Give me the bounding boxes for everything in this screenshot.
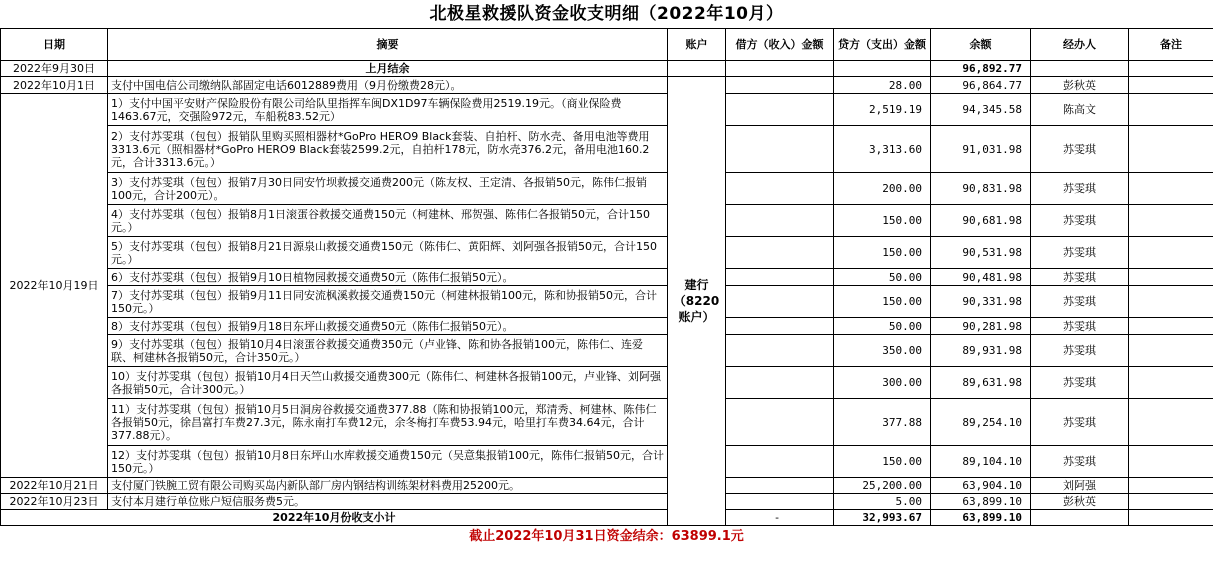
row-date: 2022年10月1日 [1,77,108,94]
row-handler: 刘阿强 [1031,478,1129,494]
row-summary: 1）支付中国平安财产保险股份有限公司给队里指挥车闽DX1D97车辆保险费用2519.19元。（商业保险费1463.67元，交强险972元，车船税83.52元） [108,94,668,126]
row-note [1129,173,1213,205]
header-debit: 借方（收入）金额 [726,29,834,61]
sheet-title: 北极星救援队资金收支明细（2022年10月） [429,4,784,24]
row-credit: 200.00 [834,173,931,205]
row-debit [726,286,834,318]
row-balance: 89,931.98 [931,335,1031,367]
row-credit: 2,519.19 [834,94,931,126]
row-note [1129,318,1213,335]
row-debit [726,367,834,399]
table-row [1,269,1213,286]
table-row [1,77,1213,94]
row-handler: 苏雯琪 [1031,269,1129,286]
header-handler: 经办人 [1031,29,1129,61]
row-debit [726,269,834,286]
row-note [1129,205,1213,237]
row-balance: 89,254.10 [931,399,1031,446]
row-credit: 150.00 [834,205,931,237]
row-handler: 苏雯琪 [1031,335,1129,367]
row-debit [726,77,834,94]
row-summary: 支付中国电信公司缴纳队部固定电话6012889费用（9月份缴费28元）。 [108,77,668,94]
row-debit [726,173,834,205]
row-credit: 150.00 [834,286,931,318]
row-balance: 89,631.98 [931,367,1031,399]
row-credit: 50.00 [834,269,931,286]
table-row [1,318,1213,335]
table-row [1,286,1213,318]
header-summary: 摘要 [108,29,668,61]
subtotal-row [1,510,1213,526]
header-credit: 贷方（支出）金额 [834,29,931,61]
row-note [1129,399,1213,446]
table-row [1,367,1213,399]
row-note [1129,367,1213,399]
ledger-table [0,28,1213,526]
row-debit [726,205,834,237]
row-note [1129,94,1213,126]
row-summary: 8）支付苏雯琪（包包）报销9月18日东坪山救援交通费50元（陈伟仁报销50元）。 [108,318,668,335]
row-debit [726,494,834,510]
row-credit: 377.88 [834,399,931,446]
table-row [1,335,1213,367]
subtotal-debit: - [726,510,834,526]
row-summary: 4）支付苏雯琪（包包）报销8月1日滚蛋谷救援交通费150元（柯建林、邢贺强、陈伟仁各报销50元，合计150元。） [108,205,668,237]
row-note [1129,446,1213,478]
row-summary: 支付本月建行单位账户短信服务费5元。 [108,494,668,510]
table-row [1,478,1213,494]
header-note: 备注 [1129,29,1213,61]
row-summary: 10）支付苏雯琪（包包）报销10月4日天竺山救援交通费300元（陈伟仁、柯建林各报销100元，卢业锋、刘阿强各报销50元，合计300元。） [108,367,668,399]
opening-date: 2022年9月30日 [1,61,108,77]
opening-summary: 上月结余 [108,61,668,77]
row-handler: 苏雯琪 [1031,126,1129,173]
opening-row [1,61,1213,77]
row-note [1129,77,1213,94]
row-handler: 苏雯琪 [1031,318,1129,335]
opening-balance: 96,892.77 [931,61,1031,77]
table-row [1,494,1213,510]
table-row [1,399,1213,446]
row-note [1129,237,1213,269]
row-balance: 90,531.98 [931,237,1031,269]
row-balance: 90,681.98 [931,205,1031,237]
row-credit: 350.00 [834,335,931,367]
row-balance: 89,104.10 [931,446,1031,478]
row-debit [726,478,834,494]
row-note [1129,335,1213,367]
row-credit: 300.00 [834,367,931,399]
opening-note [1129,61,1213,77]
row-debit [726,237,834,269]
row-summary: 支付厦门铁腕工贸有限公司购买岛内新队部厂房内钢结构训练架材料费用25200元。 [108,478,668,494]
row-credit: 28.00 [834,77,931,94]
opening-credit [834,61,931,77]
row-debit [726,94,834,126]
row-debit [726,399,834,446]
row-credit: 25,200.00 [834,478,931,494]
subtotal-label: 2022年10月份收支小计 [1,510,668,526]
opening-account [668,61,726,77]
row-balance: 91,031.98 [931,126,1031,173]
row-summary: 6）支付苏雯琪（包包）报销9月10日植物园救援交通费50元（陈伟仁报销50元）。 [108,269,668,286]
row-debit [726,446,834,478]
row-note [1129,494,1213,510]
row-credit: 150.00 [834,237,931,269]
row-summary: 2）支付苏雯琪（包包）报销队里购买照相器材*GoPro HERO9 Black套装、自拍杆、防水壳、备用电池等费用3313.6元（照相器材*GoPro HERO9 Black套装2599.2元，自拍杆178元，防水壳376.2元，备用电池160.2元，合计3313.6元。） [108,126,668,173]
row-date: 2022年10月21日 [1,478,108,494]
row-credit: 5.00 [834,494,931,510]
row-handler: 苏雯琪 [1031,399,1129,446]
row-handler: 苏雯琪 [1031,237,1129,269]
row-balance: 90,331.98 [931,286,1031,318]
table-row [1,446,1213,478]
row-date: 2022年10月23日 [1,494,108,510]
row-summary: 12）支付苏雯琪（包包）报销10月8日东坪山水库救援交通费150元（吴意集报销100元，陈伟仁报销50元，合计150元。） [108,446,668,478]
row-debit [726,126,834,173]
row-balance: 90,481.98 [931,269,1031,286]
row-balance: 90,831.98 [931,173,1031,205]
header-date: 日期 [1,29,108,61]
header-row [1,29,1213,61]
row-summary: 11）支付苏雯琪（包包）报销10月5日洞房谷救援交通费377.88（陈和协报销100元，郑清秀、柯建林、陈伟仁各报销50元，徐昌富打车费27.3元，陈永南打车费12元，余冬梅打车费53.94元，哈里打车费34.64元，合计377.88元）。 [108,399,668,446]
opening-handler [1031,61,1129,77]
account-cell: 建行（8220账户） [668,77,726,526]
row-note [1129,286,1213,318]
row-balance: 63,899.10 [931,494,1031,510]
table-row [1,94,1213,126]
table-row [1,205,1213,237]
row-debit [726,318,834,335]
row-summary: 5）支付苏雯琪（包包）报销8月21日源泉山救援交通费150元（陈伟仁、黄阳辉、刘阿强各报销50元，合计150元。） [108,237,668,269]
opening-debit [726,61,834,77]
closing-balance-note: 截止2022年10月31日资金结余：63899.1元 [469,529,744,544]
table-row [1,237,1213,269]
subtotal-note [1129,510,1213,526]
subtotal-credit: 32,993.67 [834,510,931,526]
row-summary: 7）支付苏雯琪（包包）报销9月11日同安流枫溪救援交通费150元（柯建林报销100元，陈和协报销50元，合计150元。） [108,286,668,318]
row-note [1129,478,1213,494]
table-row [1,126,1213,173]
row-credit: 150.00 [834,446,931,478]
row-balance: 94,345.58 [931,94,1031,126]
row-balance: 63,904.10 [931,478,1031,494]
row-summary: 9）支付苏雯琪（包包）报销10月4日滚蛋谷救援交通费350元（卢业锋、陈和协各报销100元，陈伟仁、连爱联、柯建林各报销50元，合计350元。） [108,335,668,367]
row-note [1129,126,1213,173]
row-balance: 90,281.98 [931,318,1031,335]
row-handler: 苏雯琪 [1031,286,1129,318]
row-handler: 苏雯琪 [1031,173,1129,205]
row-handler: 陈高文 [1031,94,1129,126]
row-balance: 96,864.77 [931,77,1031,94]
row-credit: 3,313.60 [834,126,931,173]
subtotal-handler [1031,510,1129,526]
row-handler: 彭秋英 [1031,494,1129,510]
row-note [1129,269,1213,286]
row-credit: 50.00 [834,318,931,335]
header-balance: 余额 [931,29,1031,61]
row-summary: 3）支付苏雯琪（包包）报销7月30日同安竹坝救援交通费200元（陈友权、王定清、各报销50元，陈伟仁报销100元，合计200元）。 [108,173,668,205]
row-handler: 苏雯琪 [1031,367,1129,399]
subtotal-balance: 63,899.10 [931,510,1031,526]
table-row [1,173,1213,205]
group-date: 2022年10月19日 [1,94,108,478]
header-account: 账户 [668,29,726,61]
row-handler: 苏雯琪 [1031,205,1129,237]
row-handler: 彭秋英 [1031,77,1129,94]
row-debit [726,335,834,367]
row-handler: 苏雯琪 [1031,446,1129,478]
